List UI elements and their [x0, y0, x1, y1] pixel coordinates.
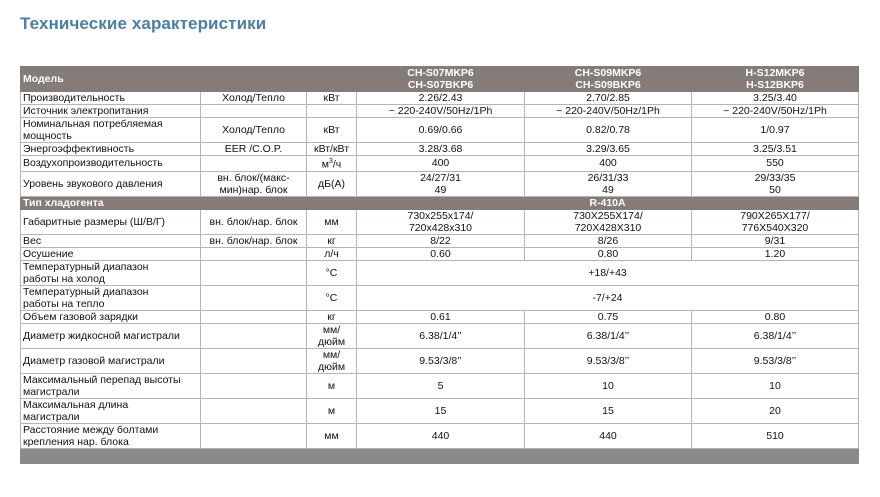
value-cell: 440 [357, 423, 525, 448]
row-label: Максимальная длина магистрали [21, 398, 201, 423]
row-condition [201, 323, 307, 348]
value-cell: 6.38/1/4’’ [692, 323, 859, 348]
value-cell: ~ 220-240V/50Hz/1Ph [357, 105, 525, 118]
row-unit: м [307, 373, 357, 398]
model-col-1: CH-S07MKP6 CH-S07BKP6 [357, 67, 525, 92]
value-cell: 6.38/1/4’’ [525, 323, 692, 348]
value-cell: 1/0.97 [692, 118, 859, 143]
row-condition [201, 310, 307, 323]
header-row [21, 67, 859, 92]
value-cell: 5 [357, 373, 525, 398]
row-unit: мм [307, 423, 357, 448]
value-cell: 0.82/0.78 [525, 118, 692, 143]
row-unit: мм/ дюйм [307, 323, 357, 348]
value-cell: -7/+24 [357, 285, 859, 310]
table-row-dimensions [21, 209, 859, 234]
value-cell: 0.60 [357, 247, 525, 260]
row-unit: кВт [307, 118, 357, 143]
row-label: Расстояние между болтами крепления нар. блока [21, 423, 201, 448]
row-label: Уровень звукового давления [21, 171, 201, 196]
table-row-efficiency [21, 143, 859, 156]
row-label: Объем газовой зарядки [21, 310, 201, 323]
footer-band [21, 448, 859, 463]
value-cell: 0.75 [525, 310, 692, 323]
row-condition [201, 373, 307, 398]
row-label: Температурный диапазон работы на тепло [21, 285, 201, 310]
row-condition: EER /C.O.P. [201, 143, 307, 156]
row-condition: вн. блок/(макс- мин)нар. блок [201, 171, 307, 196]
value-cell: ~ 220-240V/50Hz/1Ph [692, 105, 859, 118]
row-label: Энергоэффективность [21, 143, 201, 156]
value-cell: ~ 220-240V/50Hz/1Ph [525, 105, 692, 118]
row-label: Тип хладогента [21, 196, 357, 209]
value-cell: 3.29/3.65 [525, 143, 692, 156]
table-row-gas-pipe [21, 348, 859, 373]
value-cell: 6.38/1/4’’ [357, 323, 525, 348]
row-unit [307, 105, 357, 118]
row-condition [201, 423, 307, 448]
row-label: Источник электропитания [21, 105, 201, 118]
value-cell: 9/31 [692, 234, 859, 247]
row-condition: вн. блок/нар. блок [201, 234, 307, 247]
row-unit: м [307, 398, 357, 423]
value-cell: 10 [525, 373, 692, 398]
row-condition: Холод/Тепло [201, 92, 307, 105]
table-row-temp-cooling [21, 260, 859, 285]
row-label: Осушение [21, 247, 201, 260]
value-cell: 9.53/3/8’’ [525, 348, 692, 373]
value-cell: 730x255x174/ 720x428x310 [357, 209, 525, 234]
table-row-power-supply [21, 105, 859, 118]
value-cell: +18/+43 [357, 260, 859, 285]
row-condition [201, 260, 307, 285]
table-footer-bar [21, 448, 859, 463]
page-title: Технические характеристики [20, 14, 267, 33]
value-cell: 20 [692, 398, 859, 423]
row-unit: л/ч [307, 247, 357, 260]
table-row-max-length [21, 398, 859, 423]
row-label: Температурный диапазон работы на холод [21, 260, 201, 285]
value-cell: 400 [525, 156, 692, 172]
value-cell: 8/22 [357, 234, 525, 247]
table-row-airflow [21, 156, 859, 172]
value-cell: 3.28/3.68 [357, 143, 525, 156]
table-row-liquid-pipe [21, 323, 859, 348]
row-condition [201, 105, 307, 118]
value-cell: 3.25/3.51 [692, 143, 859, 156]
model-label: Модель [21, 67, 357, 92]
value-cell: 0.80 [525, 247, 692, 260]
table-row-weight [21, 234, 859, 247]
row-label: Производительность [21, 92, 201, 105]
spec-table [20, 66, 859, 464]
row-label: Воздухопроизводительность [21, 156, 201, 172]
model-col-3: H-S12MKP6 H-S12BKP6 [692, 67, 859, 92]
row-unit: кВт [307, 92, 357, 105]
row-unit: мм [307, 209, 357, 234]
value-cell: 2.26/2.43 [357, 92, 525, 105]
row-unit: кг [307, 234, 357, 247]
row-unit: кВт/кВт [307, 143, 357, 156]
value-cell: 730X255X174/ 720X428X310 [525, 209, 692, 234]
value-cell: 400 [357, 156, 525, 172]
row-unit: дБ(А) [307, 171, 357, 196]
model-col-2: CH-S09MKP6 CH-S09BKP6 [525, 67, 692, 92]
value-cell: 0.80 [692, 310, 859, 323]
value-cell: 3.25/3.40 [692, 92, 859, 105]
value-cell: 550 [692, 156, 859, 172]
value-cell: 26/31/33 49 [525, 171, 692, 196]
row-unit: мм/ дюйм [307, 348, 357, 373]
row-label: Вес [21, 234, 201, 247]
value-cell: R-410A [357, 196, 859, 209]
value-cell: 15 [357, 398, 525, 423]
value-cell: 2.70/2.85 [525, 92, 692, 105]
table-row-power-input [21, 118, 859, 143]
value-cell: 9.53/3/8’’ [357, 348, 525, 373]
value-cell: 9.53/3/8’’ [692, 348, 859, 373]
value-cell: 29/33/35 50 [692, 171, 859, 196]
row-unit: $м^3/ч$ [307, 156, 357, 172]
value-cell: 15 [525, 398, 692, 423]
row-condition [201, 348, 307, 373]
row-condition: вн. блок/нар. блок [201, 209, 307, 234]
row-unit: °C [307, 285, 357, 310]
row-condition [201, 285, 307, 310]
value-cell: 440 [525, 423, 692, 448]
row-condition [201, 398, 307, 423]
row-label: Диаметр жидкосной магистрали [21, 323, 201, 348]
value-cell: 510 [692, 423, 859, 448]
value-cell: 10 [692, 373, 859, 398]
row-unit: кг [307, 310, 357, 323]
value-cell: 8/26 [525, 234, 692, 247]
table-row-noise [21, 171, 859, 196]
table-row-gas-charge [21, 310, 859, 323]
row-unit: °C [307, 260, 357, 285]
row-label: Максимальный перепад высоты магистрали [21, 373, 201, 398]
value-cell: 1.20 [692, 247, 859, 260]
table-row-temp-heating [21, 285, 859, 310]
value-cell: 0.69/0.66 [357, 118, 525, 143]
table-row-capacity [21, 92, 859, 105]
table-row-dehumidification [21, 247, 859, 260]
value-cell: 24/27/31 49 [357, 171, 525, 196]
value-cell: 0.61 [357, 310, 525, 323]
row-condition [201, 247, 307, 260]
table-row-max-height [21, 373, 859, 398]
table-row-refrigerant [21, 196, 859, 209]
row-label: Габаритные размеры (Ш/В/Г) [21, 209, 201, 234]
row-label: Номинальная потребляемая мощность [21, 118, 201, 143]
row-condition: Холод/Тепло [201, 118, 307, 143]
row-condition [201, 156, 307, 172]
table-row-bolt-distance [21, 423, 859, 448]
value-cell: 790X265X177/ 776X540X320 [692, 209, 859, 234]
row-label: Диаметр газовой магистрали [21, 348, 201, 373]
